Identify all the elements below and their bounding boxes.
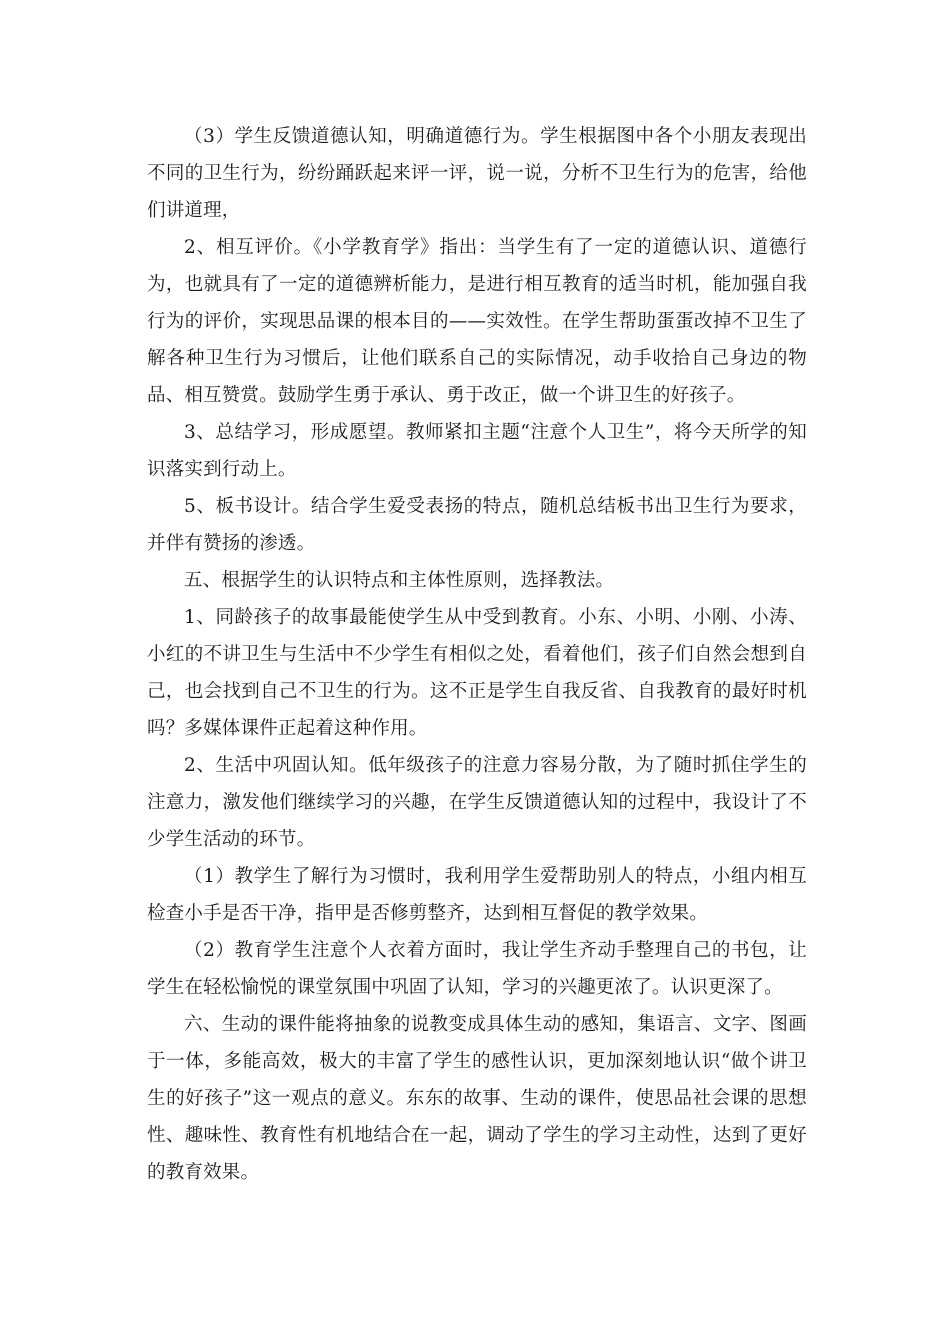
paragraph: （2）教育学生注意个人衣着方面时，我让学生齐动手整理自己的书包，让学生在轻松愉悦的课堂氛围中巩固了认知，学习的兴趣更浓了。认识更深了。 (147, 940, 807, 998)
paragraph: 五、根据学生的认识特点和主体性原则，选择教法。 (184, 570, 615, 591)
document-body (147, 118, 807, 1191)
paragraph: 2、相互评价。《小学教育学》指出：当学生有了一定的道德认识、道德行为，也就具有了一定的道德辨析能力，是进行相互教育的适当时机，能加强自我行为的评价，实现思品课的根本目的——实效性。在学生帮助蛋蛋改掉不卫生了解各种卫生行为习惯后，让他们联系自己的实际情况，动手收拾自己身边的物品、相互赞赏。鼓励学生勇于承认、勇于改正，做一个讲卫生的好孩子。 (147, 237, 807, 406)
paragraph: （3）学生反馈道德认知，明确道德行为。学生根据图中各个小朋友表现出不同的卫生行为，纷纷踊跃起来评一评，说一说，分析不卫生行为的危害，给他们讲道理， (147, 126, 807, 221)
paragraph: 六、生动的课件能将抽象的说教变成具体生动的感知，集语言、文字、图画于一体，多能高效，极大的丰富了学生的感性认识，更加深刻地认识“做个讲卫生的好孩子”这一观点的意义。东东的故事、生动的课件，使思品社会课的思想性、趣味性、教育性有机地结合在一起，调动了学生的学习主动性，达到了更好的教育效果。 (147, 1014, 807, 1183)
paragraph: 1、同龄孩子的故事最能使学生从中受到教育。小东、小明、小刚、小涛、小红的不讲卫生与生活中不少学生有相似之处，看着他们，孩子们自然会想到自己，也会找到自己不卫生的行为。这不正是学生自我反省、自我教育的最好时机吗？多媒体课件正起着这种作用。 (147, 607, 807, 739)
paragraph: 5、板书设计。结合学生爱受表扬的特点，随机总结板书出卫生行为要求，并伴有赞扬的渗透。 (147, 496, 807, 554)
paragraph: （1）教学生了解行为习惯时，我利用学生爱帮助别人的特点，小组内相互检查小手是否干净，指甲是否修剪整齐，达到相互督促的教学效果。 (147, 866, 807, 924)
paragraph: 3、总结学习，形成愿望。教师紧扣主题“注意个人卫生”，将今天所学的知识落实到行动上。 (147, 422, 807, 480)
paragraph: 2、生活中巩固认知。低年级孩子的注意力容易分散，为了随时抓住学生的注意力，激发他们继续学习的兴趣，在学生反馈道德认知的过程中，我设计了不少学生活动的环节。 (147, 755, 807, 850)
